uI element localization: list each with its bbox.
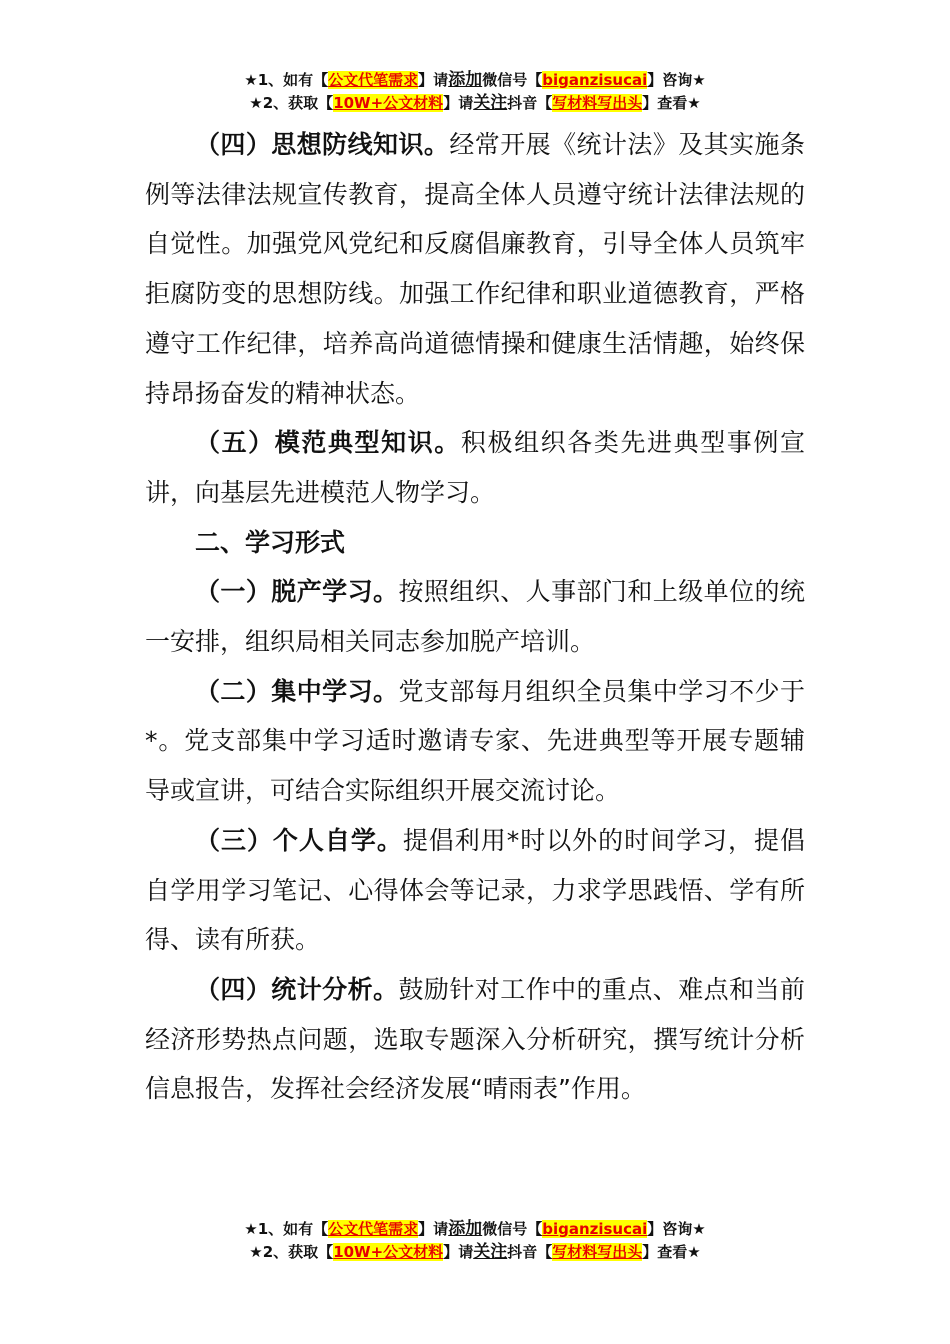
paragraph-heading: （四）思想防线知识。 [195, 130, 450, 159]
paragraph-group-study [145, 667, 805, 816]
paragraph-self-study [145, 816, 805, 965]
banner-wechat-id: biganzisucai [542, 1220, 648, 1238]
header-banner [0, 69, 950, 115]
paragraph-text: 按照组织、人事部门和上级单位的统一安排，组织局相关同志参加脱产培训。 [145, 577, 805, 657]
paragraph-model-examples [145, 418, 805, 517]
paragraph-ideological-defense [145, 120, 805, 418]
banner-douyin-name: 写材料写出头 [552, 94, 643, 112]
paragraph-text: 提倡利用*时以外的时间学习，提倡自学用学习笔记、心得体会等记录，力求学思践悟、学有所得、读有所获。 [145, 825, 805, 955]
paragraph-heading: （一）脱产学习。 [195, 577, 399, 607]
banner-highlight: 10W+公文材料 [333, 94, 444, 112]
banner-line-1: ★1、如有【公文代笔需求】请添加微信号【biganzisucai】咨询★ [244, 70, 706, 90]
banner-douyin-name: 写材料写出头 [552, 1243, 643, 1261]
banner-wechat-id: biganzisucai [542, 71, 648, 89]
banner-highlight: 公文代笔需求 [328, 1220, 419, 1238]
paragraph-text: 经常开展《统计法》及其实施条例等法律法规宣传教育，提高全体人员遵守统计法律法规的自觉性。加强党风党纪和反腐倡廉教育，引导全体人员筑牢拒腐防变的思想防线。加强工作纪律和职业道德教育，严格遵守工作纪律，培养高尚道德情操和健康生活情趣，始终保持昂扬奋发的精神状态。 [145, 130, 805, 408]
paragraph-statistical-analysis [145, 965, 805, 1114]
paragraph-heading: （三）个人自学。 [195, 825, 403, 855]
paragraph-heading: （四）统计分析。 [195, 974, 399, 1004]
document-body [145, 120, 805, 1114]
banner-highlight: 公文代笔需求 [328, 71, 419, 89]
banner-line-2: ★2、获取【10W+公文材料】请关注抖音【写材料写出头】查看★ [249, 1242, 701, 1262]
paragraph-heading: （二）集中学习。 [195, 676, 399, 706]
paragraph-text: 鼓励针对工作中的重点、难点和当前经济形势热点问题，选取专题深入分析研究，撰写统计分析信息报告，发挥社会经济发展“晴雨表”作用。 [145, 974, 805, 1104]
paragraph-text: 积极组织各类先进典型事例宣讲，向基层先进模范人物学习。 [145, 428, 805, 507]
banner-line-2: ★2、获取【10W+公文材料】请关注抖音【写材料写出头】查看★ [249, 93, 701, 113]
banner-highlight: 10W+公文材料 [333, 1243, 444, 1261]
paragraph-off-job-study [145, 567, 805, 666]
footer-banner [0, 1218, 950, 1264]
paragraph-heading: （五）模范典型知识。 [195, 428, 461, 458]
section-heading-learning-forms: 二、学习形式 [195, 527, 346, 557]
paragraph-text: 党支部每月组织全员集中学习不少于*。党支部集中学习适时邀请专家、先进典型等开展专题辅导或宣讲，可结合实际组织开展交流讨论。 [145, 676, 805, 806]
banner-line-1: ★1、如有【公文代笔需求】请添加微信号【biganzisucai】咨询★ [244, 1219, 706, 1239]
